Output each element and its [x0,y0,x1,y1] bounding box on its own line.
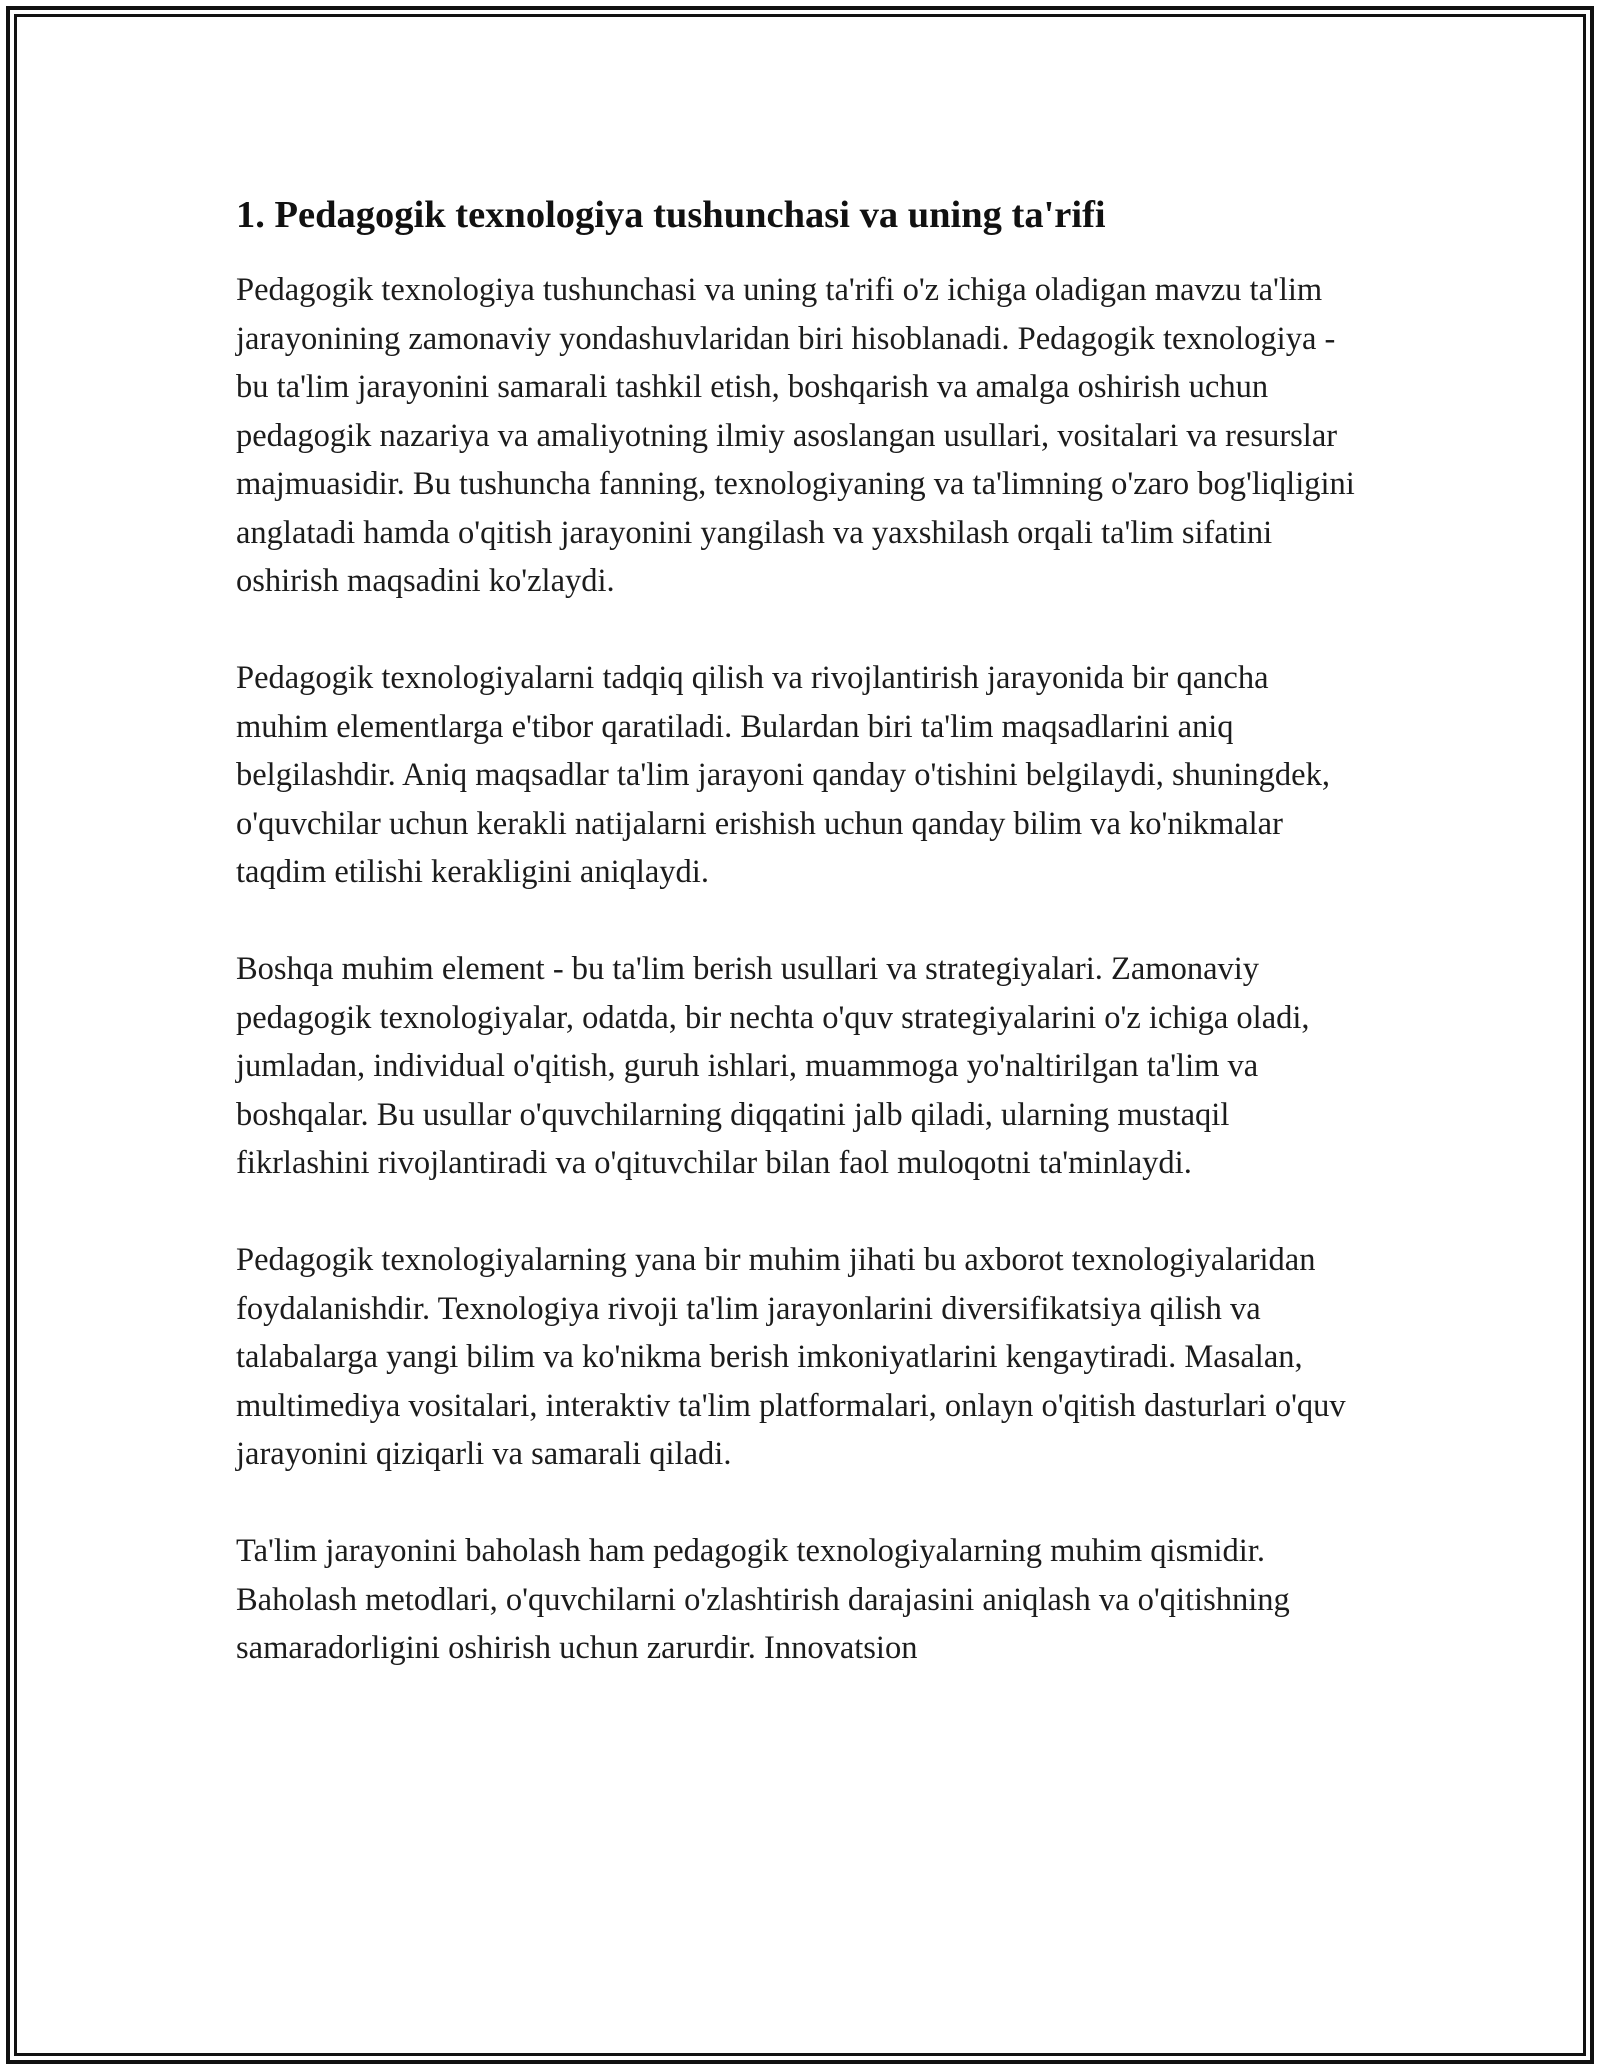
paragraph-2: Pedagogik texnologiyalarni tadqiq qilish va rivojlantirish jarayonida bir qancha muhim elementlarga e'tibor qaratiladi. Bulardan biri ta'lim maqsadlarini aniq belgilashdir. Aniq maqsadlar ta'lim jarayoni qanday o'tishini belgilaydi, shuningdek, o'quvchilar uchun kerakli natijalarni erishish uchun qanday bilim va ko'nikmalar taqdim etilishi kerakligini aniqlaydi. [236,660,1330,890]
section-heading: 1. Pedagogik texnologiya tushunchasi va uning ta'rifi [236,194,1106,236]
document-body [236,186,1366,1721]
paragraph-4: Pedagogik texnologiyalarning yana bir muhim jihati bu axborot texnologiyalaridan foydalanishdir. Texnologiya rivoji ta'lim jarayonlarini diversifikatsiya qilish va talabalarga yangi bilim va ko'nikma berish imkoniyatlarini kengaytiradi. Masalan, multimediya vositalari, interaktiv ta'lim platformalari, onlayn o'qitish dasturlari o'quv jarayonini qiziqarli va samarali qiladi. [236,1242,1346,1472]
paragraph-1: Pedagogik texnologiya tushunchasi va uning ta'rifi o'z ichiga oladigan mavzu ta'lim jarayonining zamonaviy yondashuvlaridan biri hisoblanadi. Pedagogik texnologiya - bu ta'lim jarayonini samarali tashkil etish, boshqarish va amalga oshirish uchun pedagogik nazariya va amaliyotning ilmiy asoslangan usullari, vositalari va resurslar majmuasidir. Bu tushuncha fanning, texnologiyaning va ta'limning o'zaro bog'liqligini anglatadi hamda o'qitish jarayonini yangilash va yaxshilash orqali ta'lim sifatini oshirish maqsadini ko'zlaydi. [236,272,1355,599]
paragraph-5: Ta'lim jarayonini baholash ham pedagogik texnologiyalarning muhim qismidir. Baholash metodlari, o'quvchilarni o'zlashtirish darajasini aniqlash va o'qitishning samaradorligini oshirish uchun zarurdir. Innovatsion [236,1533,1290,1666]
paragraph-3: Boshqa muhim element - bu ta'lim berish usullari va strategiyalari. Zamonaviy pedagogik texnologiyalar, odatda, bir nechta o'quv strategiyalarini o'z ichiga oladi, jumladan, individual o'qitish, guruh ishlari, muammoga yo'naltirilgan ta'lim va boshqalar. Bu usullar o'quvchilarning diqqatini jalb qiladi, ularning mustaqil fikrlashini rivojlantiradi va o'qituvchilar bilan faol muloqotni ta'minlaydi. [236,951,1310,1181]
